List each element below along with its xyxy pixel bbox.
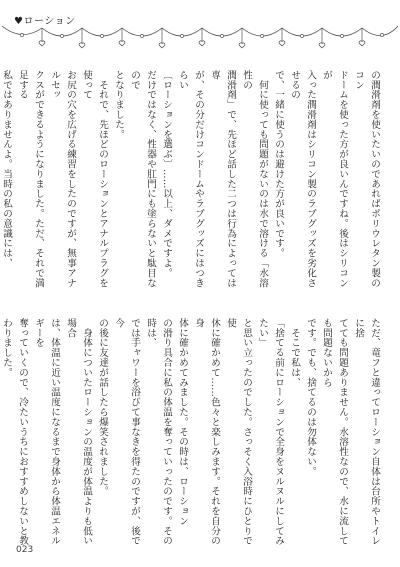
section-title: ♥ローション — [14, 16, 76, 27]
body-text-lower: ただ、竜フと違ってローション自体は台所やトイレに捨 てても問題ありません。水溶性なので、水に流しても問題ないから です。でも、捨てるのは勿体ない。 そこで私は、 「捨てる前にローションで全身をヌルヌルにしてみたい」 と思い立ったのでした。さっそく入浴時にひとりで使 休に確かめて……色々と楽しみます。それを自分の身 体に確かめてみました。その時は、ローション の滑り具合に私の体温を奪っていったのです。その時は、 では手ャワーを浴びて事なきを得たのですが、後で今 の後に友達が話したら爆笑されました。 身体についたローションの温度が体温よりも低い場合 は、体温に近い温度になるまで身体から体温エネルギーを 奪っていくので、冷たいうちにおすすめしないと教わりました。 — [1, 318, 380, 546]
body-text-upper: の潤滑剤を使いたいのであればポリウレタン製のコン ドームを使った方が良いんですね。後はシリコンが 入った潤滑剤はシリコン製のラブグッズを劣化させるの で、一緒に使うのは避けた方が良いです。 何に使っても問題がないのは水で溶ける「水溶性の 潤滑剤」で、先ほど話した二つは行為によっては専 が、その分だけコンドームやラブグッズにはつきらい 〔ローションを選ぶ〕……以上、ダメですよ。 だけではなく、性器や肛門にも塗らないと駄目なので となりました。 それで、先ほどのローションとアナルプラグを使って お尻の穴を広げる練習をしたのですが、無事アナルセッ クスができるようになりました。ただ、それで満足する 私ではありませんよ。当時の私の意識には、 — [1, 70, 380, 288]
heart-garland-decoration — [0, 20, 400, 54]
page-number: 023 — [16, 545, 34, 555]
